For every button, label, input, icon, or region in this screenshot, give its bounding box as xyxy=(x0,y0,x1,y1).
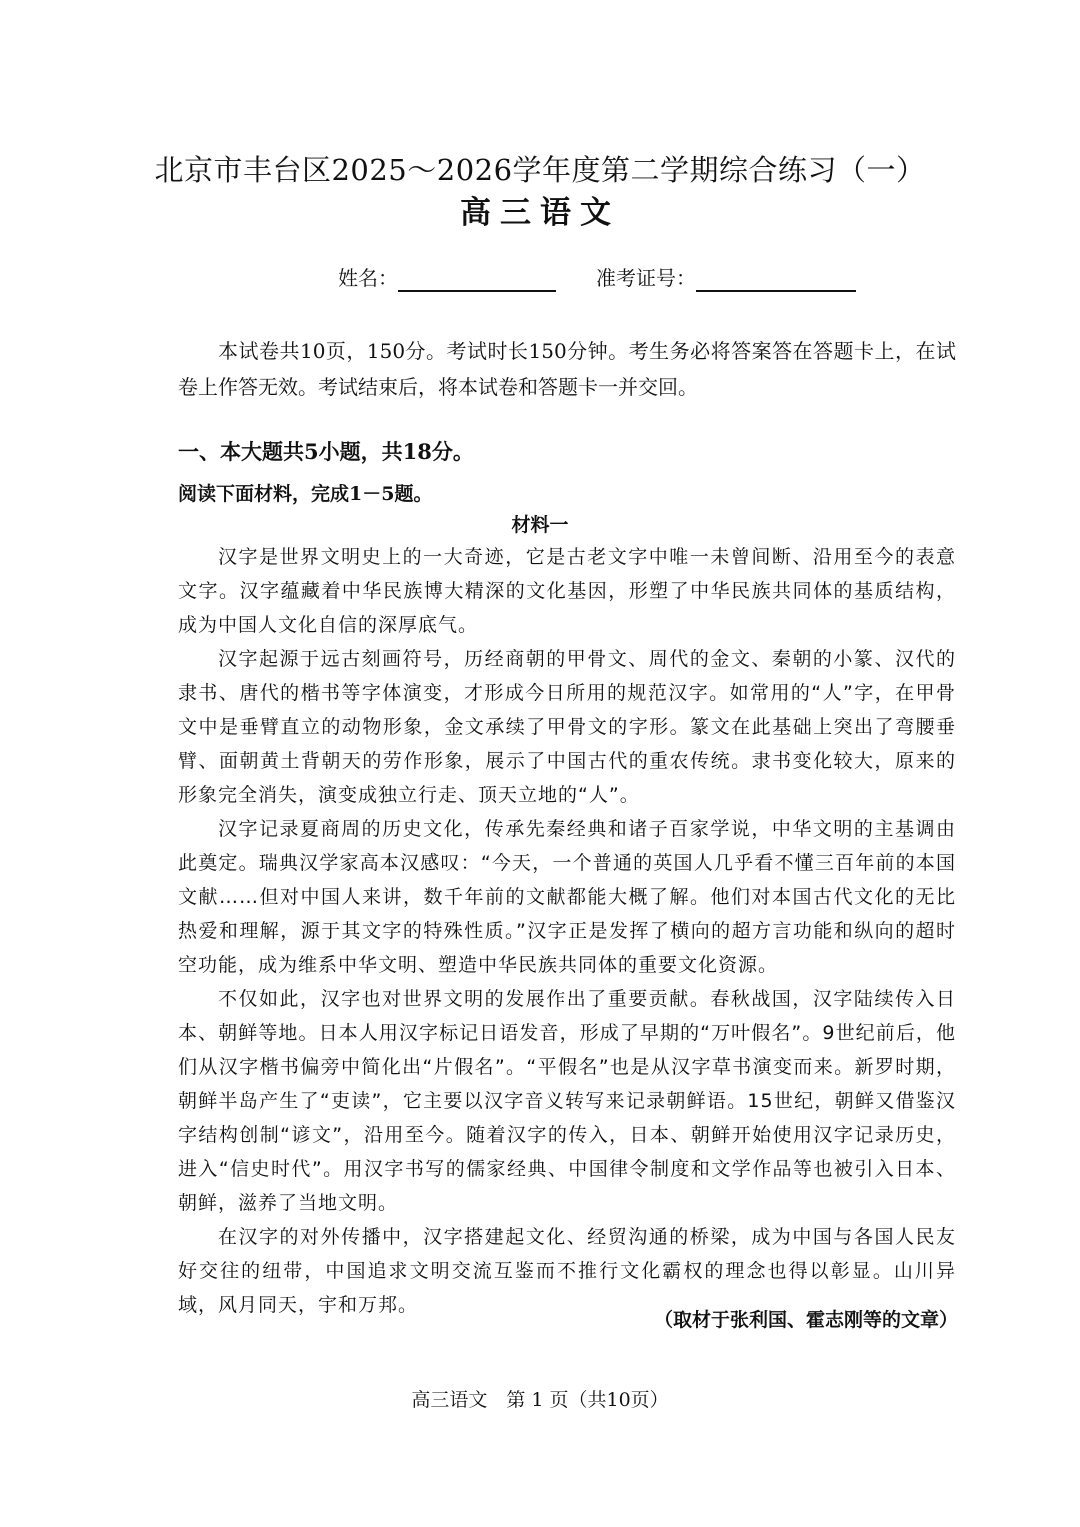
material-paragraph: 汉字是世界文明史上的一大奇迹，它是古老文字中唯一未曾间断、沿用至今的表意文字。汉字蕴藏着中华民族博大精深的文化基因，形塑了中华民族共同体的基质结构，成为中国人文化自信的深厚底气。 xyxy=(178,546,956,636)
exam-id-field-line xyxy=(696,270,856,292)
page-footer: 高三语文 第 1 页（共10页） xyxy=(411,1389,669,1411)
material-body xyxy=(178,540,956,1322)
candidate-info-row xyxy=(338,262,858,292)
material-title: 材料一 xyxy=(511,514,569,536)
name-field-line xyxy=(398,270,556,292)
exam-title: 北京市丰台区2025～2026学年度第二学期综合练习（一） xyxy=(154,153,926,187)
exam-id-label: 准考证号： xyxy=(596,266,696,290)
material-paragraph: 汉字记录夏商周的历史文化，传承先秦经典和诸子百家学说，中华文明的主基调由此奠定。瑞典汉学家高本汉感叹：“今天，一个普通的英国人几乎看不懂三百年前的本国文献……但对中国人来讲，数千年前的文献都能大概了解。他们对本国古代文化的无比热爱和理解，源于其文字的特殊性质。”汉字正是发挥了横向的超方言功能和纵向的超时空功能，成为维系中华文明、塑造中华民族共同体的重要文化资源。 xyxy=(178,818,956,976)
name-label: 姓名： xyxy=(338,266,398,290)
material-paragraph: 不仅如此，汉字也对世界文明的发展作出了重要贡献。春秋战国，汉字陆续传入日本、朝鲜等地。日本人用汉字标记日语发音，形成了早期的“万叶假名”。9世纪前后，他们从汉字楷书偏旁中简化出“片假名”。“平假名”也是从汉字草书演变而来。新罗时期，朝鲜半岛产生了“吏读”，它主要以汉字音义转写来记录朝鲜语。15世纪，朝鲜又借鉴汉字结构创制“谚文”，沿用至今。随着汉字的传入，日本、朝鲜开始使用汉字记录历史，进入“信史时代”。用汉字书写的儒家经典、中国律令制度和文学作品等也被引入日本、朝鲜，滋养了当地文明。 xyxy=(178,988,956,1214)
material-paragraph: 在汉字的对外传播中，汉字搭建起文化、经贸沟通的桥梁，成为中国与各国人民友好交往的纽带，中国追求文明交流互鉴而不推行文化霸权的理念也得以彰显。山川异域，风月同天，宇和万邦。 xyxy=(178,1226,956,1316)
material-source: （取材于张利国、霍志刚等的文章） xyxy=(653,1309,958,1331)
section-heading: 一、本大题共5小题，共18分。 xyxy=(178,439,474,464)
reading-instruction: 阅读下面材料，完成1－5题。 xyxy=(178,483,433,505)
exam-instructions: 本试卷共10页，150分。考试时长150分钟。考生务必将答案答在答题卡上，在试卷上作答无效。考试结束后，将本试卷和答题卡一并交回。 xyxy=(178,339,956,399)
subject-title: 高三语文 xyxy=(460,195,620,231)
material-paragraph: 汉字起源于远古刻画符号，历经商朝的甲骨文、周代的金文、秦朝的小篆、汉代的隶书、唐代的楷书等字体演变，才形成今日所用的规范汉字。如常用的“人”字，在甲骨文中是垂臂直立的动物形象，金文承续了甲骨文的字形。篆文在此基础上突出了弯腰垂臂、面朝黄土背朝天的劳作形象，展示了中国古代的重农传统。隶书变化较大，原来的形象完全消失，演变成独立行走、顶天立地的“人”。 xyxy=(178,648,956,806)
